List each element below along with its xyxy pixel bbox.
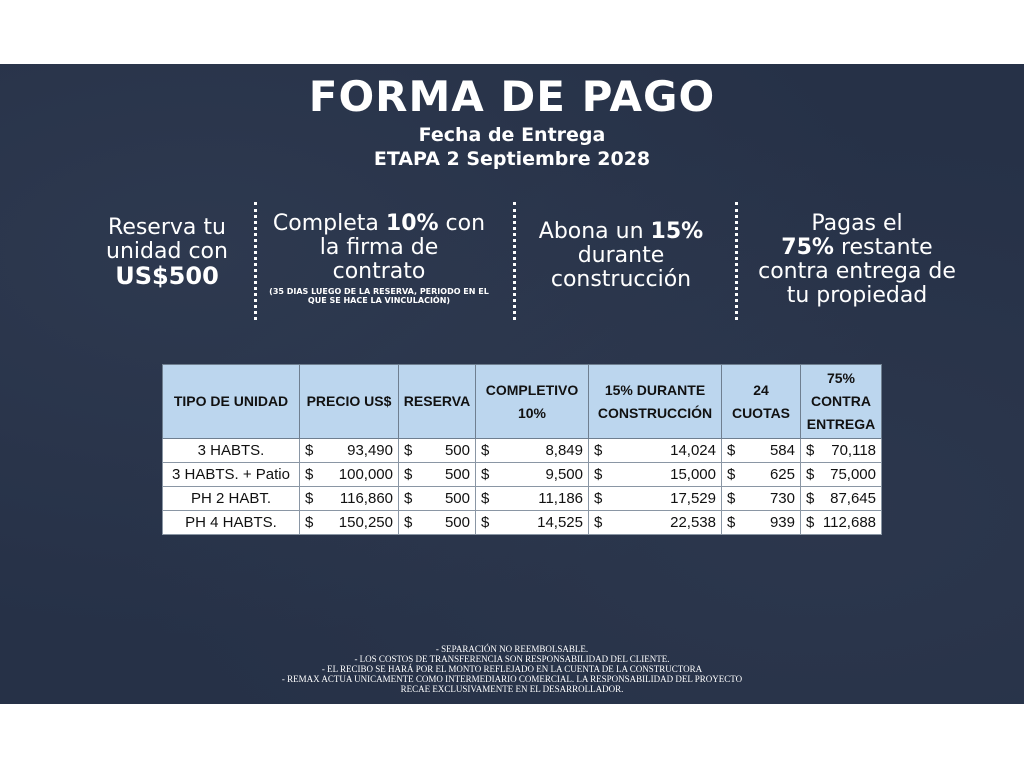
header-completivo: COMPLETIVO 10% <box>476 365 589 439</box>
cell-tipo: PH 2 HABT. <box>163 487 300 511</box>
cell-value: 500 <box>444 514 470 531</box>
step-reserva <box>92 216 242 288</box>
currency-symbol: $ <box>806 466 815 483</box>
cell-value: 93,490 <box>347 442 393 459</box>
currency-symbol: $ <box>305 466 314 483</box>
step-completa <box>262 212 496 305</box>
cell-completivo <box>476 487 589 511</box>
cell-cuotas <box>722 487 801 511</box>
disclaimer-line: RECAE EXCLUSIVAMENTE EN EL DESARROLLADOR. <box>400 684 624 694</box>
currency-symbol: $ <box>305 514 314 531</box>
cell-construccion <box>589 439 722 463</box>
header-construccion: 15% DURANTE CONSTRUCCIÓN <box>589 365 722 439</box>
disclaimer-line: - LOS COSTOS DE TRANSFERENCIA SON RESPONSABILIDAD DEL CLIENTE. <box>354 654 670 664</box>
disclaimer-line: - EL RECIBO SE HARÁ POR EL MONTO REFLEJADO EN LA CUENTA DE LA CONSTRUCTORA <box>321 664 703 674</box>
cell-entrega <box>801 511 882 535</box>
currency-symbol: $ <box>404 466 413 483</box>
step-completa-line3: contrato <box>332 259 426 284</box>
currency-symbol: $ <box>727 466 736 483</box>
payment-panel <box>0 64 1024 704</box>
cell-value: 75,000 <box>830 466 876 483</box>
cell-value: 500 <box>444 442 470 459</box>
cell-value: 9,500 <box>545 466 583 483</box>
currency-symbol: $ <box>806 514 815 531</box>
step-reserva-amount: US$500 <box>115 262 219 290</box>
cell-cuotas <box>722 463 801 487</box>
dotted-divider <box>735 202 738 320</box>
header-tipo: TIPO DE UNIDAD <box>163 365 300 439</box>
step-completa-pct: 10% <box>385 211 439 236</box>
step-abona-pct: 15% <box>650 219 704 244</box>
cell-precio <box>300 511 399 535</box>
currency-symbol: $ <box>404 490 413 507</box>
step-completa-note: (35 DIAS LUEGO DE LA RESERVA, PERIODO EN EL QUE SE HACE LA VINCULACIÓN) <box>269 287 489 305</box>
cell-value: 100,000 <box>338 466 393 483</box>
cell-value: 150,250 <box>338 514 393 531</box>
step-pagas-line2 <box>748 236 966 260</box>
currency-symbol: $ <box>594 442 603 459</box>
cell-value: 500 <box>444 466 470 483</box>
cell-value: 584 <box>769 442 795 459</box>
cell-construccion <box>589 463 722 487</box>
currency-symbol: $ <box>404 514 413 531</box>
cell-entrega <box>801 439 882 463</box>
dotted-divider <box>513 202 516 320</box>
step-pagas <box>748 212 966 308</box>
currency-symbol: $ <box>806 490 815 507</box>
cell-completivo <box>476 463 589 487</box>
currency-symbol: $ <box>481 490 490 507</box>
cell-tipo: PH 4 HABTS. <box>163 511 300 535</box>
disclaimer <box>0 644 1024 694</box>
cell-value: 625 <box>769 466 795 483</box>
currency-symbol: $ <box>481 514 490 531</box>
cell-reserva <box>399 487 476 511</box>
step-abona <box>528 220 714 292</box>
step-pagas-post: restante <box>833 235 933 260</box>
currency-symbol: $ <box>727 490 736 507</box>
cell-value: 8,849 <box>545 442 583 459</box>
step-completa-line2: la firma de <box>319 235 439 260</box>
cell-value: 70,118 <box>831 442 876 459</box>
currency-symbol: $ <box>404 442 413 459</box>
step-reserva-line1: Reserva tu <box>108 215 226 240</box>
step-abona-line2: durante <box>577 243 665 268</box>
cell-precio <box>300 439 399 463</box>
step-pagas-pct: 75% <box>781 235 834 260</box>
step-reserva-line2: unidad con <box>106 239 228 264</box>
step-abona-line1 <box>528 220 714 244</box>
cell-precio <box>300 463 399 487</box>
cell-value: 14,525 <box>537 514 583 531</box>
dotted-divider <box>254 202 257 320</box>
step-abona-line3: construcción <box>550 267 692 292</box>
delivery-label: Fecha de Entrega <box>418 124 606 146</box>
cell-tipo: 3 HABTS. <box>163 439 300 463</box>
cell-completivo <box>476 439 589 463</box>
step-pagas-line4: tu propiedad <box>786 283 928 308</box>
currency-symbol: $ <box>594 466 603 483</box>
disclaimer-line: - REMAX ACTUA UNICAMENTE COMO INTERMEDIARIO COMERCIAL. LA RESPONSABILIDAD DEL PROYECTO <box>281 674 743 684</box>
table-header-row <box>163 365 882 439</box>
cell-value: 112,688 <box>822 514 876 531</box>
step-completa-post: con <box>438 211 486 236</box>
cell-precio <box>300 487 399 511</box>
header-reserva: RESERVA <box>399 365 476 439</box>
currency-symbol: $ <box>806 442 815 459</box>
cell-value: 14,024 <box>670 442 716 459</box>
header-entrega: 75% CONTRA ENTREGA <box>801 365 882 439</box>
disclaimer-line: - SEPARACIÓN NO REEMBOLSABLE. <box>435 644 589 654</box>
cell-completivo <box>476 511 589 535</box>
cell-cuotas <box>722 511 801 535</box>
cell-construccion <box>589 487 722 511</box>
cell-construccion <box>589 511 722 535</box>
currency-symbol: $ <box>727 442 736 459</box>
payment-table <box>162 364 882 535</box>
cell-value: 116,860 <box>339 490 393 507</box>
cell-value: 500 <box>444 490 470 507</box>
currency-symbol: $ <box>727 514 736 531</box>
currency-symbol: $ <box>305 442 314 459</box>
cell-value: 87,645 <box>830 490 876 507</box>
cell-reserva <box>399 439 476 463</box>
cell-value: 730 <box>769 490 795 507</box>
cell-value: 17,529 <box>670 490 716 507</box>
cell-value: 939 <box>769 514 795 531</box>
step-abona-pre: Abona un <box>538 219 651 244</box>
currency-symbol: $ <box>481 442 490 459</box>
cell-value: 11,186 <box>538 490 583 507</box>
header-cuotas: 24 CUOTAS <box>722 365 801 439</box>
table-row <box>163 487 882 511</box>
cell-value: 15,000 <box>670 466 716 483</box>
cell-entrega <box>801 487 882 511</box>
table-row <box>163 511 882 535</box>
table-row <box>163 439 882 463</box>
currency-symbol: $ <box>594 514 603 531</box>
cell-entrega <box>801 463 882 487</box>
step-pagas-line1: Pagas el <box>811 211 903 236</box>
cell-value: 22,538 <box>670 514 716 531</box>
cell-reserva <box>399 463 476 487</box>
step-completa-pre: Completa <box>272 211 386 236</box>
step-pagas-line3: contra entrega de <box>758 259 956 284</box>
currency-symbol: $ <box>481 466 490 483</box>
table-row <box>163 463 882 487</box>
currency-symbol: $ <box>305 490 314 507</box>
step-completa-line1 <box>262 212 496 236</box>
page-title: FORMA DE PAGO <box>308 72 716 121</box>
cell-reserva <box>399 511 476 535</box>
currency-symbol: $ <box>594 490 603 507</box>
delivery-date: ETAPA 2 Septiembre 2028 <box>373 148 651 170</box>
cell-tipo: 3 HABTS. + Patio <box>163 463 300 487</box>
header-precio: PRECIO US$ <box>300 365 399 439</box>
cell-cuotas <box>722 439 801 463</box>
